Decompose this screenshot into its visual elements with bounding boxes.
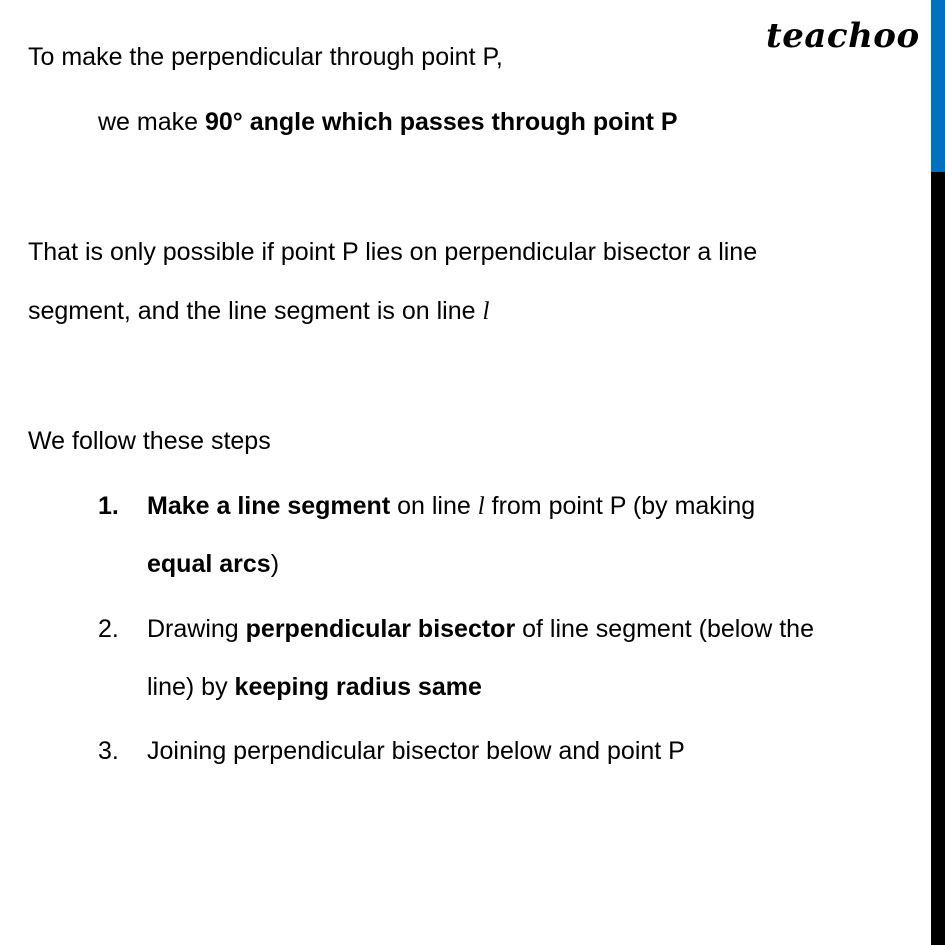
step-2-line1 [147, 614, 814, 644]
bold-text: Make a line segment [147, 492, 391, 520]
text: we make [98, 108, 205, 136]
line-variable: l [477, 493, 485, 520]
step-2-line2 [147, 672, 482, 702]
text: Drawing [147, 615, 246, 643]
step-number: 1. [98, 492, 119, 520]
step-number: 3. [98, 737, 119, 765]
line-variable: l [482, 298, 490, 325]
step-number: 2. [98, 615, 119, 643]
scrollbar-track[interactable] [931, 172, 945, 945]
bold-text: perpendicular bisector [245, 615, 516, 643]
bold-text: 90° angle which passes through point P [204, 108, 678, 136]
text: ) [270, 550, 280, 578]
step-1-line2 [147, 549, 279, 579]
teachoo-logo: teachoo [766, 16, 920, 56]
scrollbar-thumb[interactable] [931, 0, 945, 172]
text: line) by [147, 673, 235, 701]
text: from point P (by making [484, 492, 756, 520]
bold-text: keeping radius same [234, 673, 482, 701]
bold-text: equal arcs [147, 550, 271, 578]
steps-intro: We follow these steps [28, 427, 271, 455]
para2-line2 [28, 296, 489, 327]
text: on line [390, 492, 478, 520]
para1-line1: To make the perpendicular through point P, [28, 43, 503, 71]
step-1-line1 [147, 491, 755, 522]
para1-line2 [98, 107, 678, 137]
para2-line1: That is only possible if point P lies on perpendicular bisector a line [28, 238, 758, 266]
step-3-line1: Joining perpendicular bisector below and point P [147, 737, 685, 765]
text: of line segment (below the [515, 615, 814, 643]
text: segment, and the line segment is on line [28, 297, 483, 325]
